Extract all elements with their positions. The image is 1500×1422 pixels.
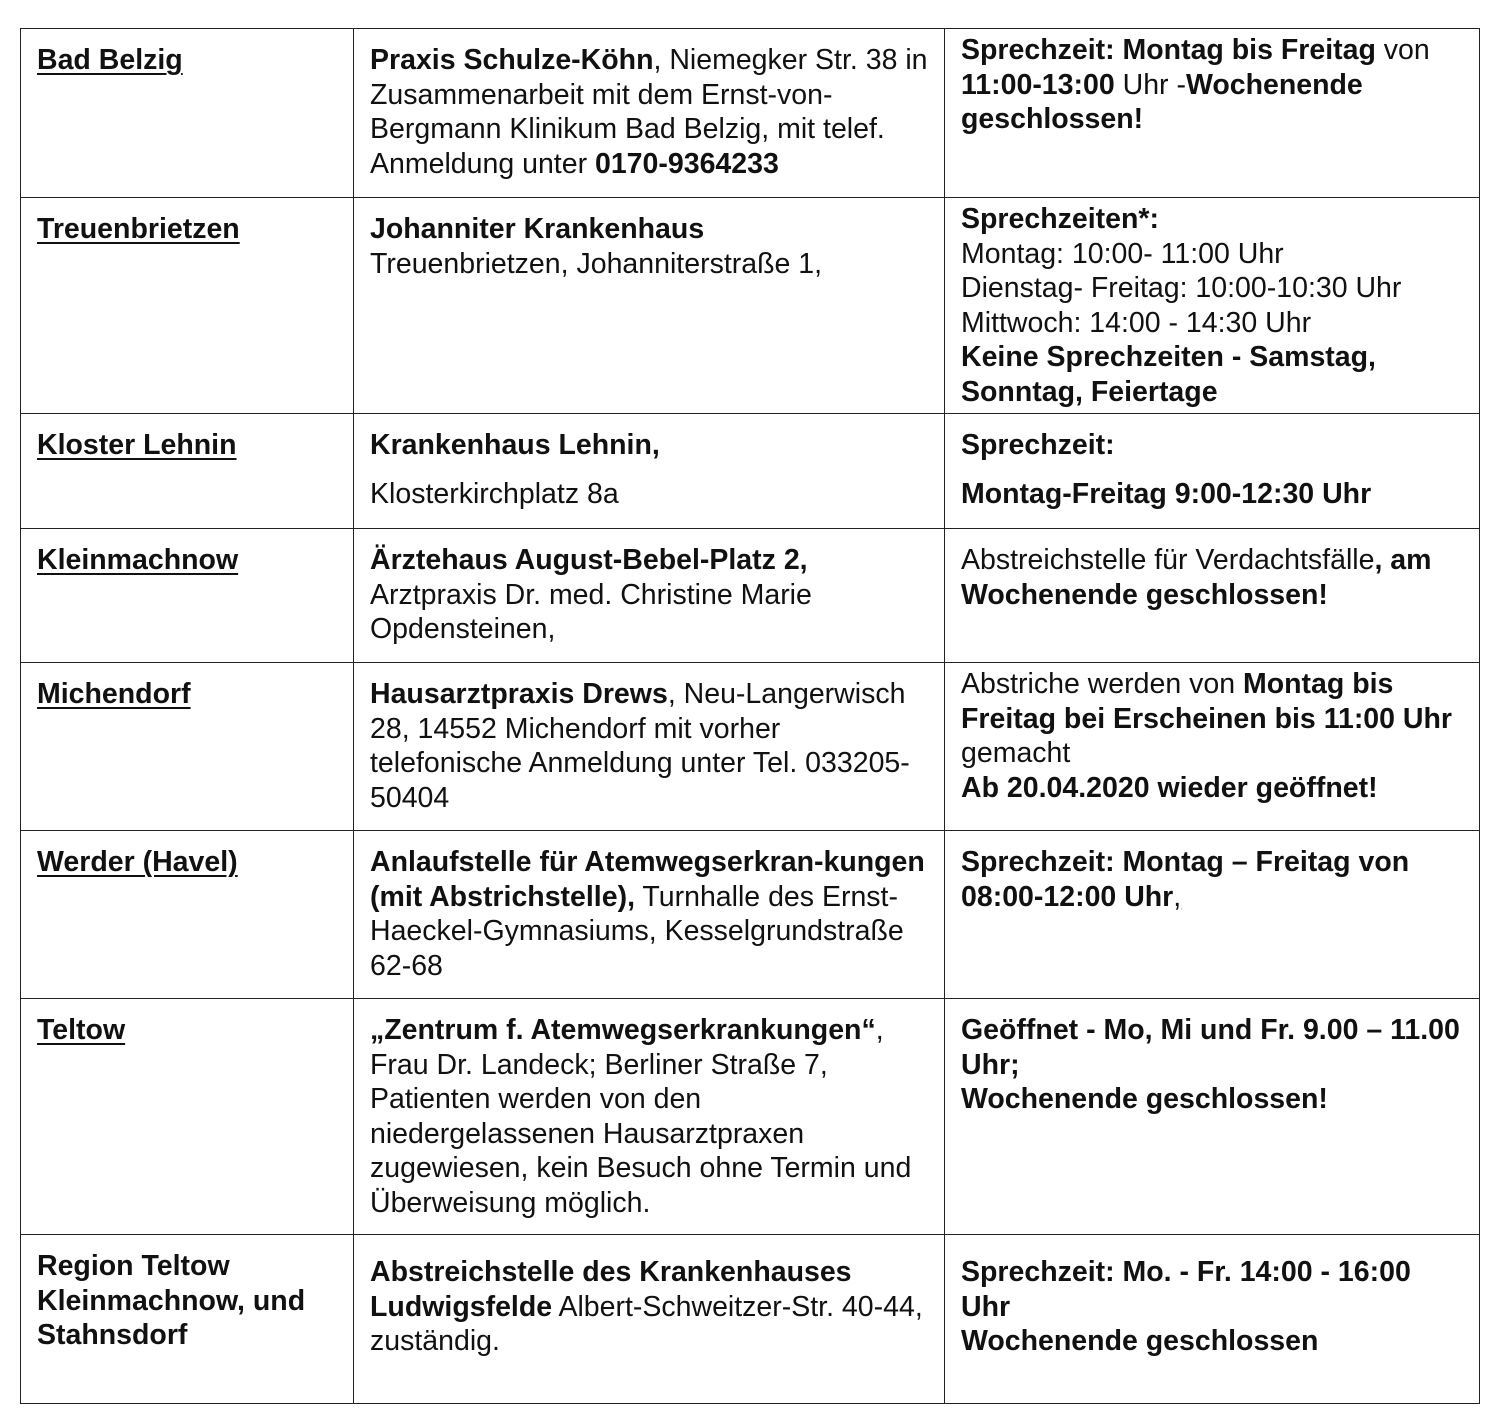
location-name: Treuenbrietzen <box>37 213 240 245</box>
hours-cell <box>945 198 1480 414</box>
hours-text: Sprechzeit: Montag bis Freitag <box>961 34 1376 66</box>
facility-detail: Klosterkirchplatz 8a <box>370 477 619 510</box>
facility-cell <box>354 831 945 999</box>
hours-text: Dienstag- Freitag: 10:00-10:30 Uhr <box>961 272 1402 304</box>
hours-reopen: Ab 20.04.2020 wieder geöffnet! <box>961 771 1378 804</box>
hours-text: Abstreichstelle für Verdachtsfälle <box>961 544 1375 576</box>
location-name: Kloster Lehnin <box>37 429 237 461</box>
location-cell <box>21 999 354 1235</box>
facility-name: Hausarztpraxis Drews <box>370 678 668 710</box>
hours-cell <box>945 529 1480 663</box>
facility-detail: Albert-Schweitzer-Str. 40-44, zuständig. <box>370 1290 923 1357</box>
hours-cell <box>945 29 1480 198</box>
hours-cell <box>945 663 1480 831</box>
location-name: Teltow <box>37 1014 126 1046</box>
table-row <box>21 999 1480 1235</box>
facility-name: Praxis Schulze-Köhn <box>370 44 654 76</box>
hours-title: Sprechzeiten*: <box>961 203 1159 235</box>
hours-cell <box>945 414 1480 529</box>
hours-cell <box>945 831 1480 999</box>
hours-text: von <box>1375 34 1430 66</box>
hours-text: 11:00-13:00 <box>961 68 1115 101</box>
location-name: Michendorf <box>37 678 191 710</box>
hours-text: Abstriche werden von <box>961 668 1243 700</box>
table-row <box>21 663 1480 831</box>
table-row <box>21 198 1480 414</box>
facility-detail: Arztpraxis Dr. med. Christine Marie Opdensteinen, <box>370 578 812 645</box>
facility-cell <box>354 414 945 529</box>
facility-name: „Zentrum f. Atemwegserkrankungen“ <box>370 1014 876 1046</box>
facility-name: Krankenhaus Lehnin, <box>370 429 660 461</box>
hours-text: Sprechzeit: Montag – Freitag von 08:00-12:00 Uhr <box>961 846 1410 913</box>
facility-cell <box>354 198 945 414</box>
location-name: Kleinmachnow <box>37 544 239 576</box>
hours-cell <box>945 1235 1480 1404</box>
facility-detail: , Neu-Langerwisch 28, 14552 Michendorf mit vorher telefonische Anmeldung unter Tel. 033205-50404 <box>370 678 910 814</box>
facility-detail: Turnhalle des Ernst-Haeckel-Gymnasiums, Kesselgrundstraße 62-68 <box>370 880 904 982</box>
hours-text: gemacht <box>961 737 1071 769</box>
location-cell <box>21 414 354 529</box>
facility-name: Ärztehaus August-Bebel-Platz 2, <box>370 544 808 576</box>
hours-cell <box>945 999 1480 1235</box>
hours-text: Montag: 10:00- 11:00 Uhr <box>961 237 1284 270</box>
facility-name: Abstreichstelle des Krankenhauses Ludwigsfelde <box>370 1256 852 1323</box>
location-name: Werder (Havel) <box>37 846 238 878</box>
facility-detail: , Niemegker Str. 38 in Zusammenarbeit mit dem Ernst-von-Bergmann Klinikum Bad Belzig, mit telef. Anmeldung unter <box>370 44 928 180</box>
location-cell <box>21 29 354 198</box>
facility-name: Johanniter Krankenhaus <box>370 213 705 245</box>
hours-closed: Keine Sprechzeiten - Samstag, Sonntag, Feiertage <box>961 341 1376 408</box>
testing-sites-table <box>20 28 1480 1404</box>
hours-text: , <box>1173 880 1182 913</box>
location-name: Bad Belzig <box>37 44 183 76</box>
facility-cell <box>354 663 945 831</box>
hours-text: Montag-Freitag 9:00-12:30 Uhr <box>961 477 1372 510</box>
location-cell <box>21 1235 354 1404</box>
table-row <box>21 831 1480 999</box>
hours-text: Wochenende geschlossen <box>961 1325 1319 1357</box>
location-cell <box>21 198 354 414</box>
hours-text: Sprechzeit: Mo. - Fr. 14:00 - 16:00 Uhr <box>961 1256 1411 1323</box>
location-cell <box>21 663 354 831</box>
location-cell <box>21 831 354 999</box>
facility-cell <box>354 999 945 1235</box>
table-row <box>21 1235 1480 1404</box>
hours-text: Geöffnet - Mo, Mi und Fr. 9.00 – 11.00 Uhr; <box>961 1014 1460 1081</box>
facility-cell <box>354 29 945 198</box>
hours-text: Uhr - <box>1114 68 1186 101</box>
hours-text: Mittwoch: 14:00 - 14:30 Uhr <box>961 306 1312 339</box>
hours-text: Wochenende geschlossen! <box>961 1083 1328 1115</box>
location-name: Region Teltow Kleinmachnow, und Stahnsdorf <box>37 1250 306 1351</box>
hours-text: , am Wochenende geschlossen! <box>961 544 1432 611</box>
table-row <box>21 29 1480 198</box>
hours-text: Montag bis Freitag bei Erscheinen bis 11:00 Uhr <box>961 668 1453 735</box>
table-row <box>21 529 1480 663</box>
hours-text: Wochenende geschlossen! <box>961 68 1363 135</box>
facility-phone: 0170-9364233 <box>594 147 779 180</box>
facility-detail: Treuenbrietzen, Johanniterstraße 1, <box>370 247 823 280</box>
hours-title: Sprechzeit: <box>961 429 1115 461</box>
facility-name: Anlaufstelle für Atemwegserkran-kungen (mit Abstrichstelle), <box>370 846 925 913</box>
facility-detail: , Frau Dr. Landeck; Berliner Straße 7, Patienten werden von den niedergelassenen Hausarztpraxen zugewiesen, kein Besuch ohne Termin und Überweisung möglich. <box>370 1014 912 1219</box>
facility-cell <box>354 1235 945 1404</box>
location-cell <box>21 529 354 663</box>
table-row <box>21 414 1480 529</box>
facility-cell <box>354 529 945 663</box>
